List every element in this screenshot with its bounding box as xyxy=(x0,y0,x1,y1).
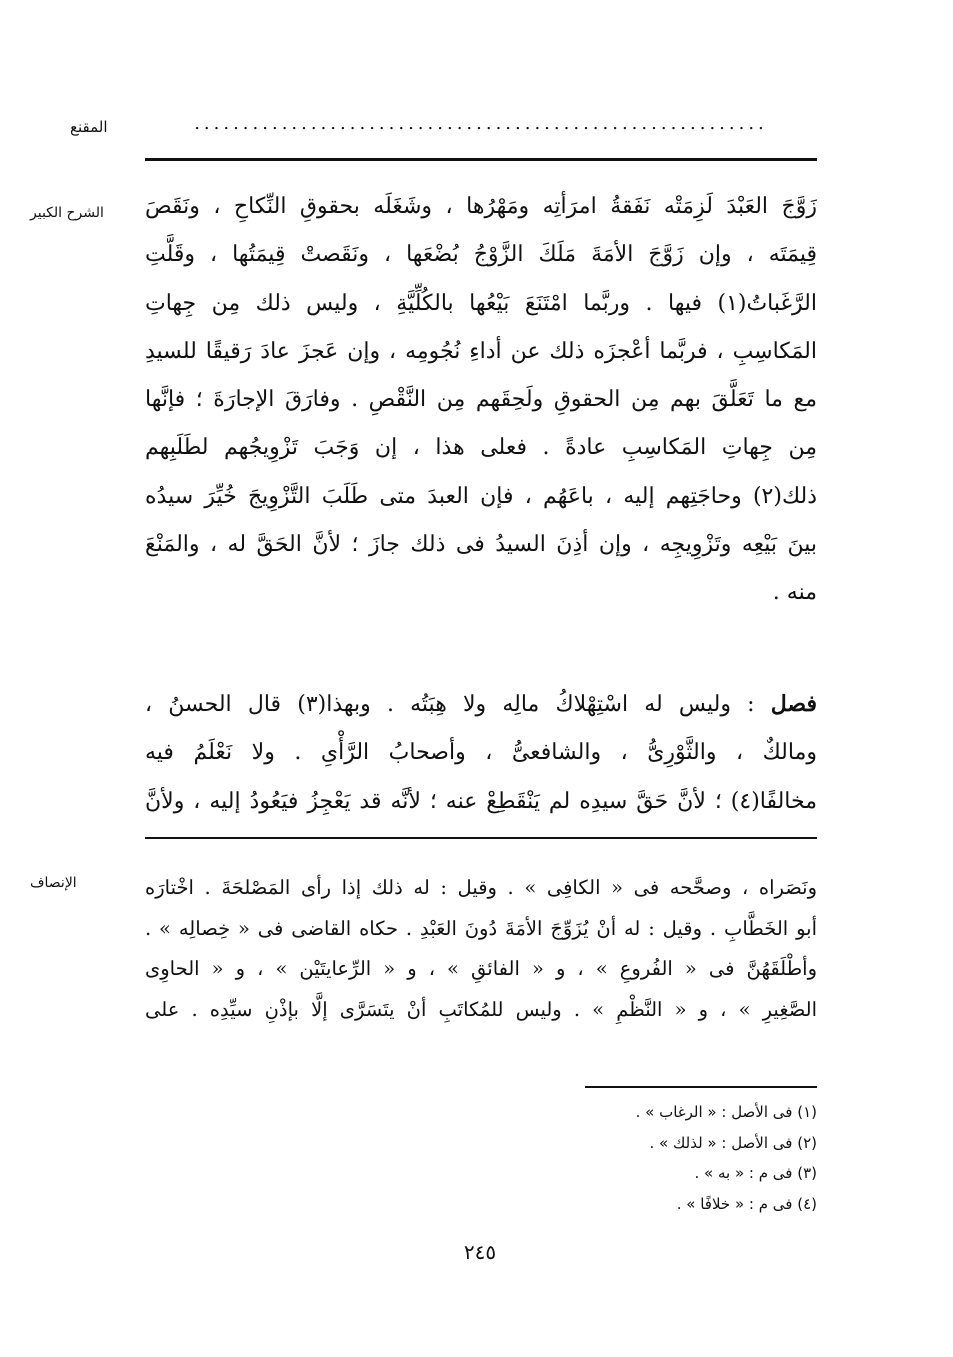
fasl-text-block xyxy=(145,680,817,826)
footnote: (١) فى الأصل : « الرغاب » . xyxy=(635,1103,817,1121)
text-line: مخالفًا(٤) ؛ لأنَّ حَقَّ سيدِه لم يَنْقَطِعْ عنه ؛ لأنَّه قد يَعْجِزُ فيَعُودُ إليه ، ولأنَّ xyxy=(145,788,817,814)
section-divider xyxy=(145,837,817,839)
book-title: المقنع xyxy=(70,118,108,136)
text-line: زَوَّجَ العَبْدَ لَزِمَتْه نَفَقةُ امرَأتِه ومَهْرُها ، وشَغَلَه بحقوقِ النِّكاحِ ، ونَقَصَ xyxy=(145,194,817,219)
text-line: بينَ بَيْعِه وتَزْوِيجِه ، وإن أذِنَ السيدُ فى ذلك جازَ ؛ لأنَّ الحَقَّ له ، والمَنْعَ xyxy=(145,532,817,558)
text-line: مع ما تَعَلَّقَ بهم مِن الحقوقِ ولَحِقَهم مِن النَّقْصِ . وفارَقَ الإجارَةَ ؛ فإنَّها xyxy=(145,387,817,413)
insaf-text-block xyxy=(145,868,817,1030)
text-line: ذلك(٢) وحاجَتِهم إليه ، باعَهُم ، فإن العبدَ متى طَلَبَ التَّزْوِيجَ خُيِّرَ سيدُه xyxy=(145,483,817,509)
text-line: أبو الخَطَّابِ . وقيل : له أنْ يُزَوِّجَ الأمَةَ دُونَ العَبْدِ . حكاه القاضى فى « خِصالِه » . xyxy=(145,916,817,940)
text-line: منه . xyxy=(772,580,817,606)
footnote: (٢) فى الأصل : « لذلك » . xyxy=(649,1133,817,1152)
text-line: ومالكٌ ، والثَّوْرِىُّ ، والشافعىُّ ، وأصحابُ الرَّأْىِ . ولا نَعْلَمُ فيه xyxy=(145,740,817,766)
text-line: الرَّغَباتُ(١) فيها . وربَّما امْتَنَعَ بَيْعُها بالكُلِّيَّةِ ، وليس ذلك مِن جِهاتِ xyxy=(145,290,817,316)
sharh-text-block xyxy=(145,183,817,618)
section-label-sharh: الشرح الكبير xyxy=(30,205,104,221)
page-number: ٢٤٥ xyxy=(463,1240,497,1264)
section-label-insaf: الإنصاف xyxy=(30,875,77,891)
text-line: المَكاسِبِ ، فربَّما أعْجزَه ذلك عن أداءِ نُجُومِه ، وإن عَجزَ عادَ رَقيقًا للسيدِ xyxy=(145,338,817,364)
text-line: ونَصَراه ، وصحَّحه فى « الكافِى » . وقيل : له ذلك إذا رأى المَصْلحَةَ . اخْتارَه xyxy=(145,876,817,899)
header-rule xyxy=(145,158,817,161)
text-line: قِيمَتَه ، وإن زَوَّجَ الأمَةَ مَلَكَ الزَّوْجُ بُضْعَها ، ونَقَصتْ قِيمَتُها ، وقَلَّتِ xyxy=(145,242,817,268)
footnote: (٣) فى م : « به » . xyxy=(694,1164,817,1182)
footnotes xyxy=(400,1097,817,1219)
text-line: الصَّغِيرِ » ، و « النَّظْمِ » . وليس للمُكاتَبِ أنْ يتَسَرَّى إلَّا بإذْنِ سيِّدِه . على xyxy=(145,997,817,1021)
footnote: (٤) فى م : « خلافًا » . xyxy=(676,1194,817,1213)
footnote-rule xyxy=(585,1086,817,1088)
fasl-line-text: : وليس له اسْتِهْلاكُ مالِه ولا هِبَتُه . وبهذا(٣) قال الحسنُ ، xyxy=(145,692,755,717)
fasl-first-line xyxy=(145,680,817,729)
header-dotted-leader: ........................................................... xyxy=(194,113,768,133)
text-line: وأطْلَقَهُنَّ فى « الفُروعِ » ، و « الفائقِ » ، و « الرِّعايتَيْن » ، و « الحاوِى xyxy=(145,957,817,980)
text-line: مِن جِهاتِ المَكاسِبِ عادةً . فعلى هذا ، إن وَجَبَ تَزْوِيجُهم لطَلَبِهم xyxy=(145,435,817,461)
fasl-heading: فصل xyxy=(770,691,817,717)
